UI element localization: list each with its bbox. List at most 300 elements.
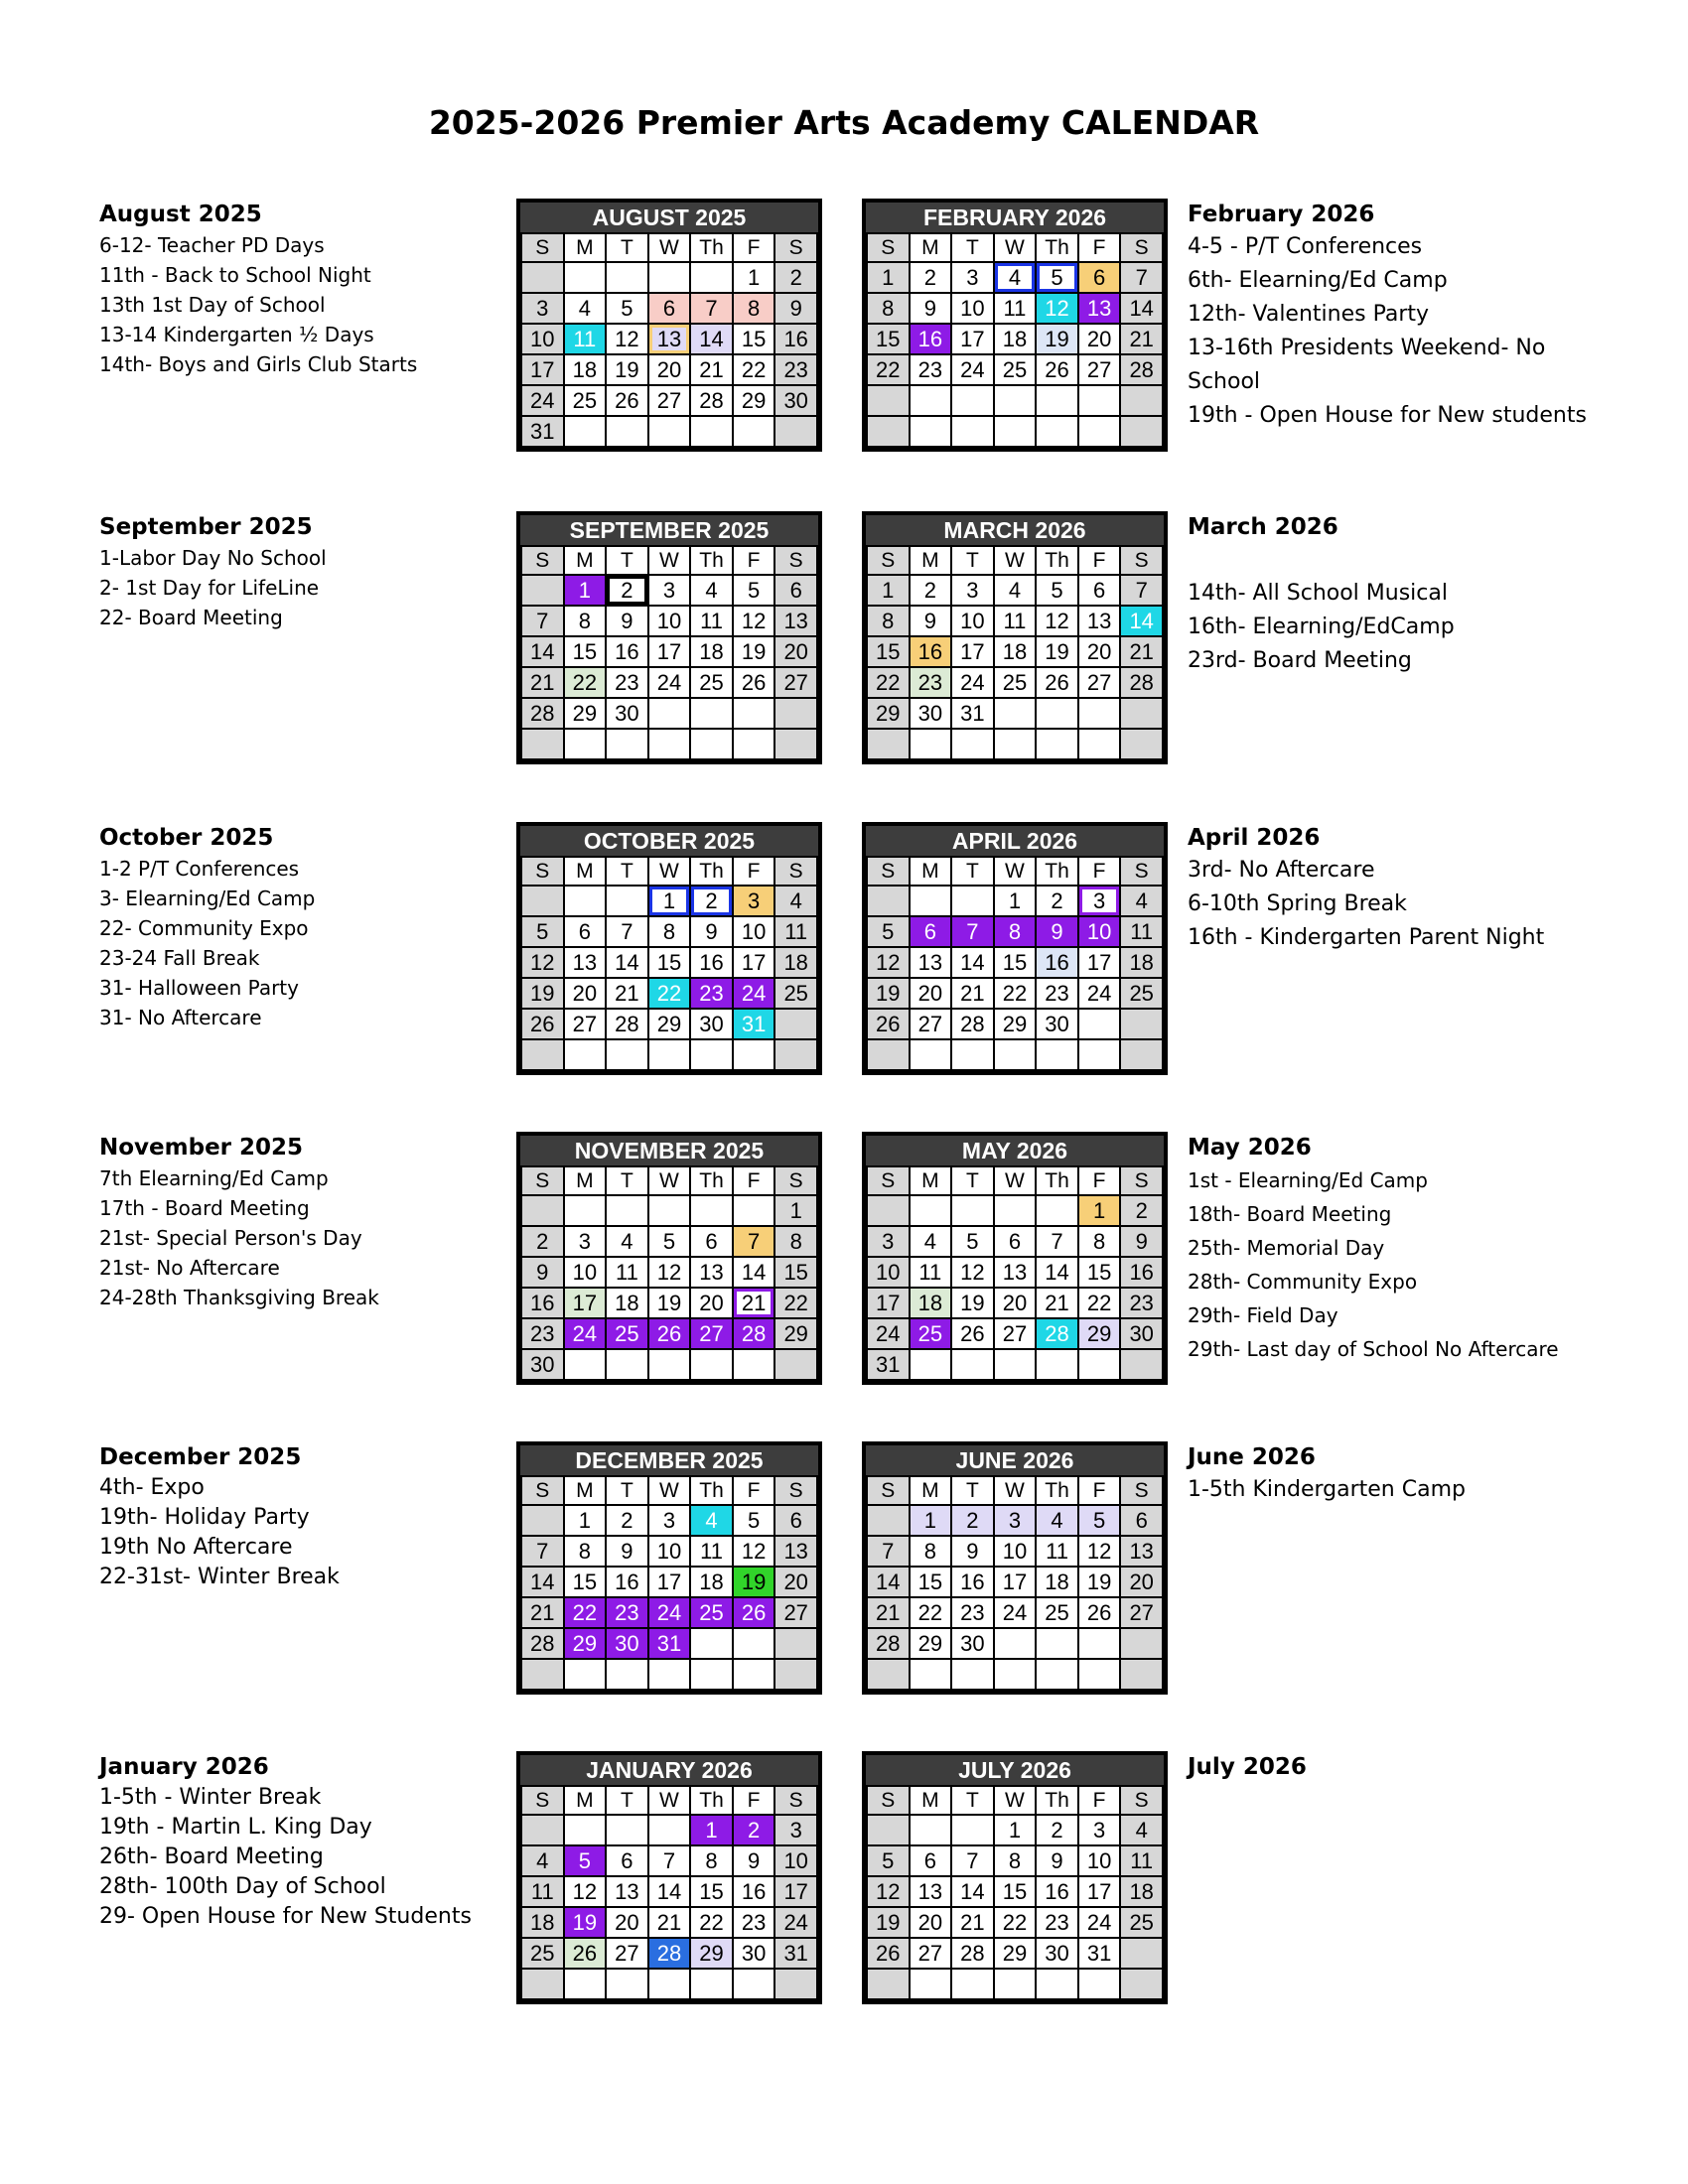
day-cell [911, 1040, 951, 1069]
weekday-header: F [1079, 234, 1120, 261]
day-cell: 26 [1037, 668, 1077, 697]
month-header: AUGUST 2025 [520, 203, 818, 232]
day-cell: 6 [911, 917, 951, 946]
day-cell [522, 1040, 563, 1069]
weekday-header: S [775, 858, 816, 885]
weekday-header: Th [1037, 234, 1077, 261]
weekday-header: S [522, 234, 563, 261]
day-cell: 24 [995, 1598, 1036, 1627]
weekday-header: W [995, 1787, 1036, 1814]
day-cell: 6 [607, 1846, 647, 1875]
day-cell [911, 1196, 951, 1225]
day-cell: 25 [775, 979, 816, 1008]
day-cell [1037, 1196, 1077, 1225]
weekday-header: S [1121, 547, 1162, 574]
day-cell [1037, 417, 1077, 446]
day-cell [911, 1816, 951, 1844]
day-cell: 9 [1121, 1227, 1162, 1256]
weekday-header: F [734, 1787, 774, 1814]
notes-line: 1-Labor Day No School [99, 546, 327, 570]
day-cell [522, 1196, 563, 1225]
day-cell: 18 [911, 1289, 951, 1317]
day-cell [691, 263, 732, 292]
day-cell [734, 1970, 774, 1998]
day-cell: 20 [911, 979, 951, 1008]
notes-line: 26th- Board Meeting [99, 1844, 324, 1869]
day-cell [607, 1350, 647, 1379]
day-cell: 21 [952, 979, 993, 1008]
day-cell [1121, 1040, 1162, 1069]
day-cell [565, 1350, 606, 1379]
day-cell: 29 [775, 1319, 816, 1348]
month-calendar [516, 1751, 822, 2004]
right-notes-3 [1188, 1132, 1559, 1366]
day-cell [607, 1196, 647, 1225]
month-calendar [516, 1441, 822, 1695]
day-cell: 12 [952, 1258, 993, 1287]
notes-heading: November 2025 [99, 1135, 304, 1160]
notes-heading: June 2026 [1188, 1444, 1316, 1470]
day-cell: 8 [649, 917, 690, 946]
day-cell [734, 1040, 774, 1069]
weekday-header: T [952, 1167, 993, 1194]
day-cell [1079, 1970, 1120, 1998]
day-cell [1079, 699, 1120, 728]
weekday-header: W [995, 1477, 1036, 1504]
day-cell [649, 1196, 690, 1225]
day-cell [995, 1970, 1036, 1998]
day-cell [952, 887, 993, 915]
day-cell [952, 1040, 993, 1069]
day-cell [911, 417, 951, 446]
day-cell: 12 [607, 325, 647, 353]
day-cell: 7 [607, 917, 647, 946]
month-calendar [516, 511, 822, 764]
day-cell [522, 1970, 563, 1998]
day-cell: 14 [1121, 607, 1162, 635]
day-cell: 28 [868, 1629, 909, 1658]
day-cell: 15 [691, 1877, 732, 1906]
month-header: SEPTEMBER 2025 [520, 515, 818, 545]
day-cell: 23 [607, 668, 647, 697]
day-cell [1037, 1660, 1077, 1689]
day-cell: 14 [522, 1568, 563, 1596]
right-notes-0 [1188, 199, 1595, 433]
day-cell: 9 [911, 607, 951, 635]
day-cell: 24 [649, 1598, 690, 1627]
notes-heading: February 2026 [1188, 202, 1375, 227]
day-cell: 17 [775, 1877, 816, 1906]
day-cell: 5 [952, 1227, 993, 1256]
day-cell: 13 [1121, 1537, 1162, 1566]
day-cell [1037, 730, 1077, 758]
weekday-header: S [775, 1167, 816, 1194]
day-cell: 12 [734, 1537, 774, 1566]
day-cell [565, 887, 606, 915]
weekday-header: S [775, 234, 816, 261]
month-header: DECEMBER 2025 [520, 1445, 818, 1475]
day-cell [995, 386, 1036, 415]
day-cell: 2 [607, 1506, 647, 1535]
month-calendar [862, 1751, 1168, 2004]
notes-line: 7th Elearning/Ed Camp [99, 1166, 329, 1190]
day-cell [1037, 1350, 1077, 1379]
day-cell: 21 [868, 1598, 909, 1627]
day-cell [1079, 1350, 1120, 1379]
day-cell [565, 1040, 606, 1069]
weekday-header: Th [691, 234, 732, 261]
weekday-header: M [911, 1167, 951, 1194]
day-cell: 11 [775, 917, 816, 946]
day-cell: 24 [868, 1319, 909, 1348]
month-header: APRIL 2026 [866, 826, 1164, 856]
day-cell: 16 [775, 325, 816, 353]
day-cell: 16 [911, 637, 951, 666]
month-calendar [862, 1441, 1168, 1695]
day-cell: 11 [995, 294, 1036, 323]
day-cell: 12 [868, 1877, 909, 1906]
day-cell: 22 [734, 355, 774, 384]
day-cell: 28 [1037, 1319, 1077, 1348]
day-cell: 12 [649, 1258, 690, 1287]
day-cell: 6 [911, 1846, 951, 1875]
day-cell: 3 [522, 294, 563, 323]
weekday-header: F [734, 234, 774, 261]
day-cell [691, 699, 732, 728]
weekday-header: T [607, 547, 647, 574]
weekday-header: S [868, 1167, 909, 1194]
day-cell: 7 [952, 1846, 993, 1875]
notes-line: 19th - Martin L. King Day [99, 1815, 372, 1840]
day-cell: 10 [1079, 917, 1120, 946]
day-cell: 21 [1037, 1289, 1077, 1317]
day-cell: 25 [565, 386, 606, 415]
day-cell: 4 [1121, 887, 1162, 915]
day-cell [649, 1816, 690, 1844]
day-cell [1079, 417, 1120, 446]
day-cell [691, 417, 732, 446]
day-cell: 15 [565, 1568, 606, 1596]
day-cell [911, 1660, 951, 1689]
left-notes-0 [99, 199, 417, 379]
day-cell: 31 [775, 1939, 816, 1968]
day-cell: 24 [565, 1319, 606, 1348]
weekday-header: M [911, 1787, 951, 1814]
day-cell: 13 [911, 948, 951, 977]
notes-heading: April 2026 [1188, 825, 1321, 851]
day-cell: 6 [565, 917, 606, 946]
day-cell: 20 [607, 1908, 647, 1937]
notes-line: 23-24 Fall Break [99, 946, 260, 970]
day-cell: 18 [607, 1289, 647, 1317]
day-cell [868, 887, 909, 915]
weekday-header: Th [691, 1787, 732, 1814]
day-cell [952, 1660, 993, 1689]
day-cell: 26 [1079, 1598, 1120, 1627]
notes-line: 6-12- Teacher PD Days [99, 233, 325, 257]
day-cell: 30 [911, 699, 951, 728]
month-header: OCTOBER 2025 [520, 826, 818, 856]
day-cell [1037, 1629, 1077, 1658]
right-notes-5 [1188, 1751, 1307, 1783]
day-cell: 24 [1079, 1908, 1120, 1937]
notes-line: 29th- Last day of School No Aftercare [1188, 1337, 1559, 1361]
weekday-header: S [775, 547, 816, 574]
day-cell [995, 1629, 1036, 1658]
day-cell: 18 [565, 355, 606, 384]
day-cell [522, 730, 563, 758]
day-cell [775, 1660, 816, 1689]
day-cell: 28 [522, 1629, 563, 1658]
day-cell: 19 [868, 979, 909, 1008]
day-cell [995, 1040, 1036, 1069]
day-cell: 29 [911, 1629, 951, 1658]
day-cell [775, 699, 816, 728]
weekday-header: M [565, 1787, 606, 1814]
day-cell: 29 [995, 1939, 1036, 1968]
day-cell [1079, 1660, 1120, 1689]
day-cell: 17 [868, 1289, 909, 1317]
day-cell: 26 [565, 1939, 606, 1968]
day-cell: 27 [691, 1319, 732, 1348]
day-cell: 30 [734, 1939, 774, 1968]
day-cell: 29 [649, 1010, 690, 1038]
day-cell: 9 [911, 294, 951, 323]
day-cell: 22 [911, 1598, 951, 1627]
notes-line: 13th 1st Day of School [99, 293, 326, 317]
weekday-header: S [1121, 858, 1162, 885]
weekday-header: T [952, 234, 993, 261]
day-cell: 8 [868, 294, 909, 323]
weekday-header: S [1121, 1477, 1162, 1504]
notes-line: 13-16th Presidents Weekend- No School [1188, 336, 1546, 394]
weekday-header: W [995, 858, 1036, 885]
notes-line [1188, 543, 1455, 577]
weekday-header: F [734, 1477, 774, 1504]
day-cell: 26 [734, 1598, 774, 1627]
left-notes-4 [99, 1441, 340, 1592]
day-cell: 6 [1079, 263, 1120, 292]
day-cell: 19 [734, 1568, 774, 1596]
day-cell: 5 [522, 917, 563, 946]
notes-line: 1-5th Kindergarten Camp [1188, 1477, 1466, 1502]
weekday-header: S [522, 1787, 563, 1814]
day-cell [734, 730, 774, 758]
month-calendar [862, 511, 1168, 764]
month-calendar [516, 1132, 822, 1385]
day-cell [1079, 1040, 1120, 1069]
day-cell: 31 [952, 699, 993, 728]
day-cell [952, 1196, 993, 1225]
day-cell: 17 [952, 325, 993, 353]
notes-line: 11th - Back to School Night [99, 263, 371, 287]
day-cell [734, 699, 774, 728]
day-cell: 21 [607, 979, 647, 1008]
day-cell: 21 [952, 1908, 993, 1937]
day-cell: 23 [1121, 1289, 1162, 1317]
weekday-header: W [649, 1167, 690, 1194]
day-cell: 4 [1037, 1506, 1077, 1535]
day-cell: 14 [868, 1568, 909, 1596]
day-cell: 29 [734, 386, 774, 415]
day-cell: 23 [911, 355, 951, 384]
day-cell: 11 [691, 1537, 732, 1566]
day-cell: 10 [649, 607, 690, 635]
notes-heading: October 2025 [99, 825, 274, 851]
day-cell: 9 [607, 607, 647, 635]
day-cell [734, 1660, 774, 1689]
day-cell: 11 [1121, 917, 1162, 946]
day-cell: 22 [691, 1908, 732, 1937]
day-cell [691, 1970, 732, 1998]
weekday-header: F [1079, 1167, 1120, 1194]
weekday-header: W [649, 858, 690, 885]
day-cell: 8 [868, 607, 909, 635]
day-cell: 27 [649, 386, 690, 415]
day-cell [1121, 1970, 1162, 1998]
day-cell [868, 1970, 909, 1998]
month-header: JANUARY 2026 [520, 1755, 818, 1785]
day-cell: 2 [1037, 887, 1077, 915]
day-cell [649, 1350, 690, 1379]
weekday-header: S [1121, 234, 1162, 261]
day-cell: 17 [649, 1568, 690, 1596]
day-cell: 23 [1037, 979, 1077, 1008]
day-cell: 29 [691, 1939, 732, 1968]
day-cell [868, 1506, 909, 1535]
day-cell [1037, 1040, 1077, 1069]
day-cell [734, 1350, 774, 1379]
notes-line: 17th - Board Meeting [99, 1196, 310, 1220]
day-cell [565, 1970, 606, 1998]
day-cell [1121, 730, 1162, 758]
day-cell: 11 [691, 607, 732, 635]
day-cell: 1 [995, 887, 1036, 915]
day-cell: 11 [522, 1877, 563, 1906]
day-cell: 1 [868, 576, 909, 605]
day-cell: 15 [1079, 1258, 1120, 1287]
notes-line: 25th- Memorial Day [1188, 1236, 1385, 1260]
day-cell: 9 [775, 294, 816, 323]
day-cell: 5 [1037, 576, 1077, 605]
day-cell: 13 [649, 325, 690, 353]
day-cell: 9 [522, 1258, 563, 1287]
day-cell: 11 [995, 607, 1036, 635]
notes-line: 22-31st- Winter Break [99, 1565, 340, 1589]
day-cell [868, 1040, 909, 1069]
day-cell: 7 [734, 1227, 774, 1256]
day-cell [1121, 699, 1162, 728]
day-cell: 18 [522, 1908, 563, 1937]
weekday-header: T [607, 234, 647, 261]
day-cell [868, 1660, 909, 1689]
day-cell: 22 [649, 979, 690, 1008]
day-cell: 3 [1079, 887, 1120, 915]
day-cell: 11 [607, 1258, 647, 1287]
weekday-header: W [995, 1167, 1036, 1194]
day-cell: 6 [1079, 576, 1120, 605]
day-cell [734, 1196, 774, 1225]
day-cell: 6 [775, 576, 816, 605]
day-cell: 20 [649, 355, 690, 384]
day-cell: 22 [565, 1598, 606, 1627]
day-cell: 7 [1121, 576, 1162, 605]
day-cell: 9 [734, 1846, 774, 1875]
day-cell: 21 [1121, 325, 1162, 353]
day-cell: 9 [607, 1537, 647, 1566]
day-cell: 31 [1079, 1939, 1120, 1968]
day-cell: 31 [522, 417, 563, 446]
day-cell: 12 [1037, 294, 1077, 323]
day-cell [522, 1506, 563, 1535]
day-cell: 14 [1121, 294, 1162, 323]
day-cell: 25 [691, 668, 732, 697]
notes-heading: January 2026 [99, 1754, 269, 1780]
day-cell: 14 [649, 1877, 690, 1906]
day-cell: 10 [565, 1258, 606, 1287]
weekday-header: W [649, 1477, 690, 1504]
notes-line: 31- No Aftercare [99, 1006, 262, 1029]
day-cell: 23 [607, 1598, 647, 1627]
day-cell: 4 [911, 1227, 951, 1256]
day-cell: 23 [911, 668, 951, 697]
day-cell [1079, 1629, 1120, 1658]
day-cell: 12 [522, 948, 563, 977]
day-cell: 1 [911, 1506, 951, 1535]
day-cell: 4 [775, 887, 816, 915]
day-cell: 21 [734, 1289, 774, 1317]
day-cell: 13 [775, 1537, 816, 1566]
day-cell: 17 [649, 637, 690, 666]
weekday-header: M [911, 234, 951, 261]
day-cell [607, 1970, 647, 1998]
day-cell: 23 [775, 355, 816, 384]
day-cell [565, 417, 606, 446]
day-cell: 23 [1037, 1908, 1077, 1937]
day-cell: 25 [691, 1598, 732, 1627]
notes-line: 1-5th - Winter Break [99, 1785, 322, 1810]
day-cell: 13 [565, 948, 606, 977]
notes-line: 22- Community Expo [99, 916, 309, 940]
day-cell: 7 [522, 607, 563, 635]
day-cell: 10 [522, 325, 563, 353]
day-cell: 14 [522, 637, 563, 666]
day-cell: 19 [1037, 637, 1077, 666]
day-cell: 3 [868, 1227, 909, 1256]
day-cell [775, 1629, 816, 1658]
day-cell [522, 263, 563, 292]
day-cell: 17 [565, 1289, 606, 1317]
day-cell: 16 [607, 1568, 647, 1596]
day-cell: 16 [522, 1289, 563, 1317]
day-cell [565, 1816, 606, 1844]
weekday-header: S [1121, 1167, 1162, 1194]
day-cell [522, 1660, 563, 1689]
day-cell: 13 [1079, 607, 1120, 635]
weekday-header: S [775, 1787, 816, 1814]
month-header: NOVEMBER 2025 [520, 1136, 818, 1165]
day-cell: 2 [522, 1227, 563, 1256]
day-cell: 1 [1079, 1196, 1120, 1225]
day-cell: 24 [649, 668, 690, 697]
day-cell: 27 [1079, 668, 1120, 697]
day-cell: 7 [691, 294, 732, 323]
notes-line: 28th- Community Expo [1188, 1270, 1418, 1294]
weekday-header: M [911, 1477, 951, 1504]
day-cell: 16 [952, 1568, 993, 1596]
day-cell [522, 887, 563, 915]
day-cell: 1 [691, 1816, 732, 1844]
